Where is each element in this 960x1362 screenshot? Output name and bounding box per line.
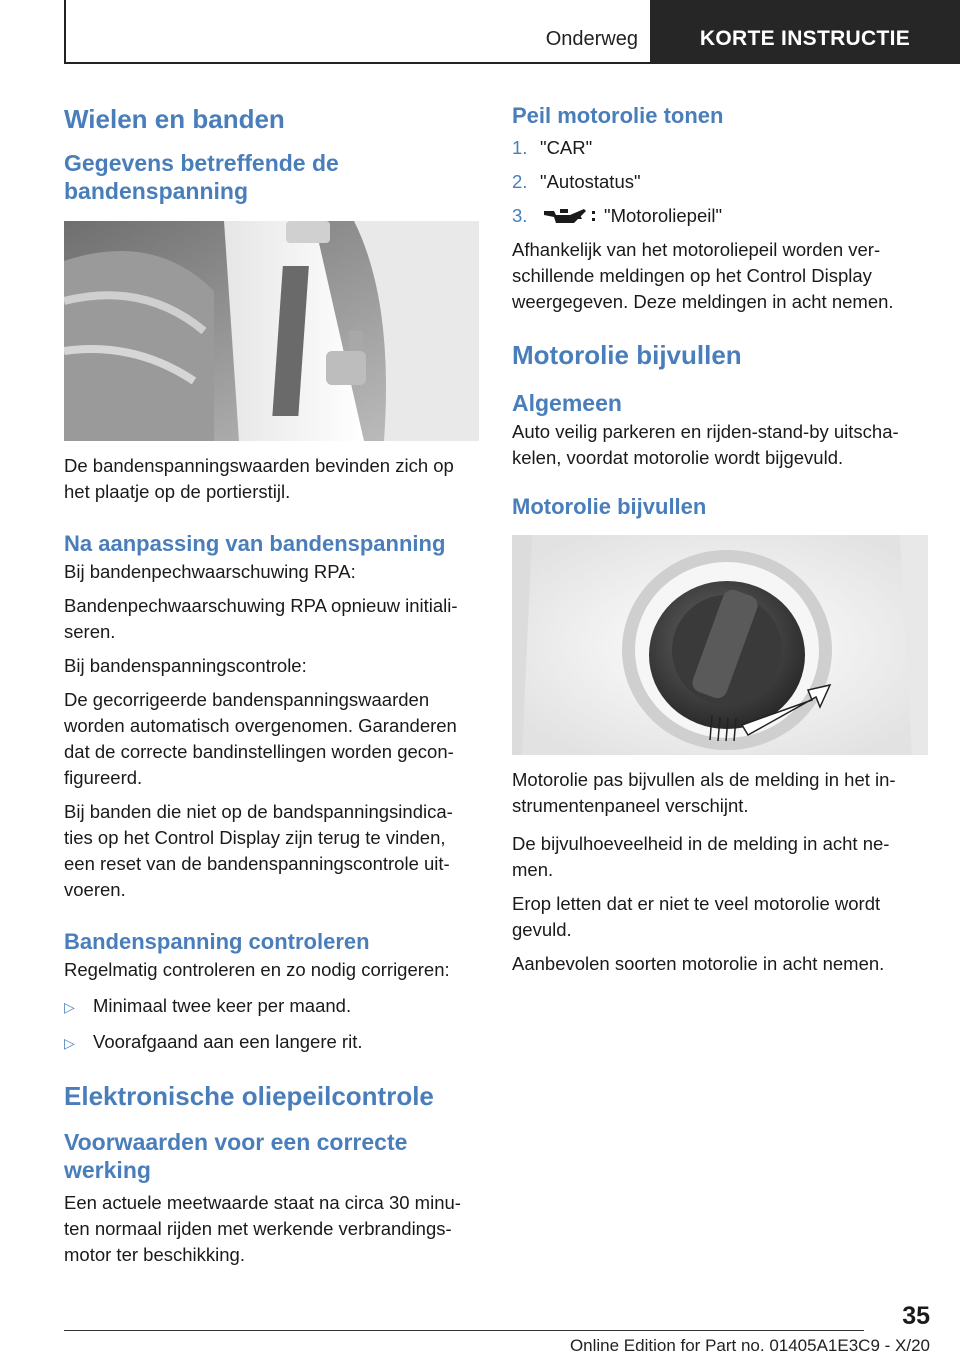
conditions-text: Een actuele meetwaarde staat na circa 30 minu-ten normaal rijden met werkende verbrandings-motor ter beschikking. <box>64 1192 461 1265</box>
heading-general: Algemeen <box>512 390 622 416</box>
step-number: 2. <box>512 171 528 192</box>
refill-text-4: Aanbevolen soorten motorolie in acht nemen. <box>512 953 885 974</box>
show-oil-text: Afhankelijk van het motoroliepeil worden ver-schillende meldingen op het Control Display weergegeven. Deze meldingen in acht nemen. <box>512 239 894 312</box>
rpa-label: Bij bandenpechwaarschuwing RPA: <box>64 561 356 582</box>
door-pillar-image <box>64 221 479 441</box>
rpa-text: Bandenpechwaarschuwing RPA opnieuw initiali-seren. <box>64 595 458 642</box>
refill-text-1: Motorolie pas bijvullen als de melding in het in-strumentenpaneel verschijnt. <box>512 769 896 816</box>
step-number: 1. <box>512 137 528 158</box>
heading-wheels: Wielen en banden <box>64 104 285 134</box>
corrected-values-text: De gecorrigeerde bandenspanningswaarden worden automatisch overgenomen. Garanderen dat de correcte bandinstellingen worden gecon-figureerd. <box>64 689 457 788</box>
heading-refill-sub: Motorolie bijvullen <box>512 494 707 519</box>
triangle-right-icon: ▷ <box>64 1035 75 1051</box>
header-section-title: Onderweg <box>545 28 638 50</box>
list-item <box>64 993 479 1020</box>
triangle-right-icon: ▷ <box>64 999 75 1015</box>
left-column <box>64 98 479 1268</box>
pressure-check-label: Bij bandenspanningscontrole: <box>64 655 307 676</box>
heading-conditions: Voorwaarden voor een correcte werking <box>64 1129 408 1183</box>
refill-text-2: De bijvulhoeveelheid in de melding in acht ne-men. <box>512 833 890 880</box>
heading-refill: Motorolie bijvullen <box>512 340 742 370</box>
right-column <box>512 98 928 977</box>
step-text: "Motoroliepeil" <box>604 205 723 226</box>
step-number: 3. <box>512 205 528 226</box>
oil-can-icon <box>540 203 598 229</box>
step-text: "CAR" <box>540 137 593 158</box>
heading-show-oil: Peil motorolie tonen <box>512 103 724 128</box>
reset-text: Bij banden die niet op de bandspanningsindica-ties op het Control Display zijn terug te vinden, een reset van de bandenspanningscontrole uit-voeren. <box>64 801 453 900</box>
tire-data-text: De bandenspanningswaarden bevinden zich op het plaatje op de portierstijl. <box>64 455 454 502</box>
page-number: 35 <box>902 1302 930 1330</box>
check-text: Regelmatig controleren en zo nodig corrigeren: <box>64 959 450 980</box>
footer-edition-text: Online Edition for Part no. 01405A1E3C9 - X/20 <box>569 1336 930 1355</box>
general-text: Auto veilig parkeren en rijden-stand-by uitscha-kelen, voordat motorolie wordt bijgevuld. <box>512 421 899 468</box>
header-chapter-tab: KORTE INSTRUCTIE <box>650 0 960 64</box>
list-item <box>64 1029 479 1056</box>
list-item-text: Minimaal twee keer per maand. <box>93 995 352 1016</box>
list-item <box>512 203 928 229</box>
list-item-text: Voorafgaand aan een langere rit. <box>93 1031 363 1052</box>
heading-after-adjust: Na aanpassing van bandenspanning <box>64 531 446 556</box>
step-text: "Autostatus" <box>540 171 641 192</box>
refill-text-3: Erop letten dat er niet te veel motorolie wordt gevuld. <box>512 893 881 940</box>
heading-check-pressure: Bandenspanning controleren <box>64 929 370 954</box>
list-item <box>512 135 928 161</box>
header-bottom-rule <box>64 62 650 64</box>
header-left-rule <box>64 0 66 64</box>
heading-oil-check: Elektronische oliepeilcontrole <box>64 1081 434 1111</box>
footer-rule <box>64 1330 864 1331</box>
list-item <box>512 169 928 195</box>
heading-tire-data: Gegevens betreffende de bandenspanning <box>64 150 339 204</box>
oil-cap-image <box>512 535 928 755</box>
